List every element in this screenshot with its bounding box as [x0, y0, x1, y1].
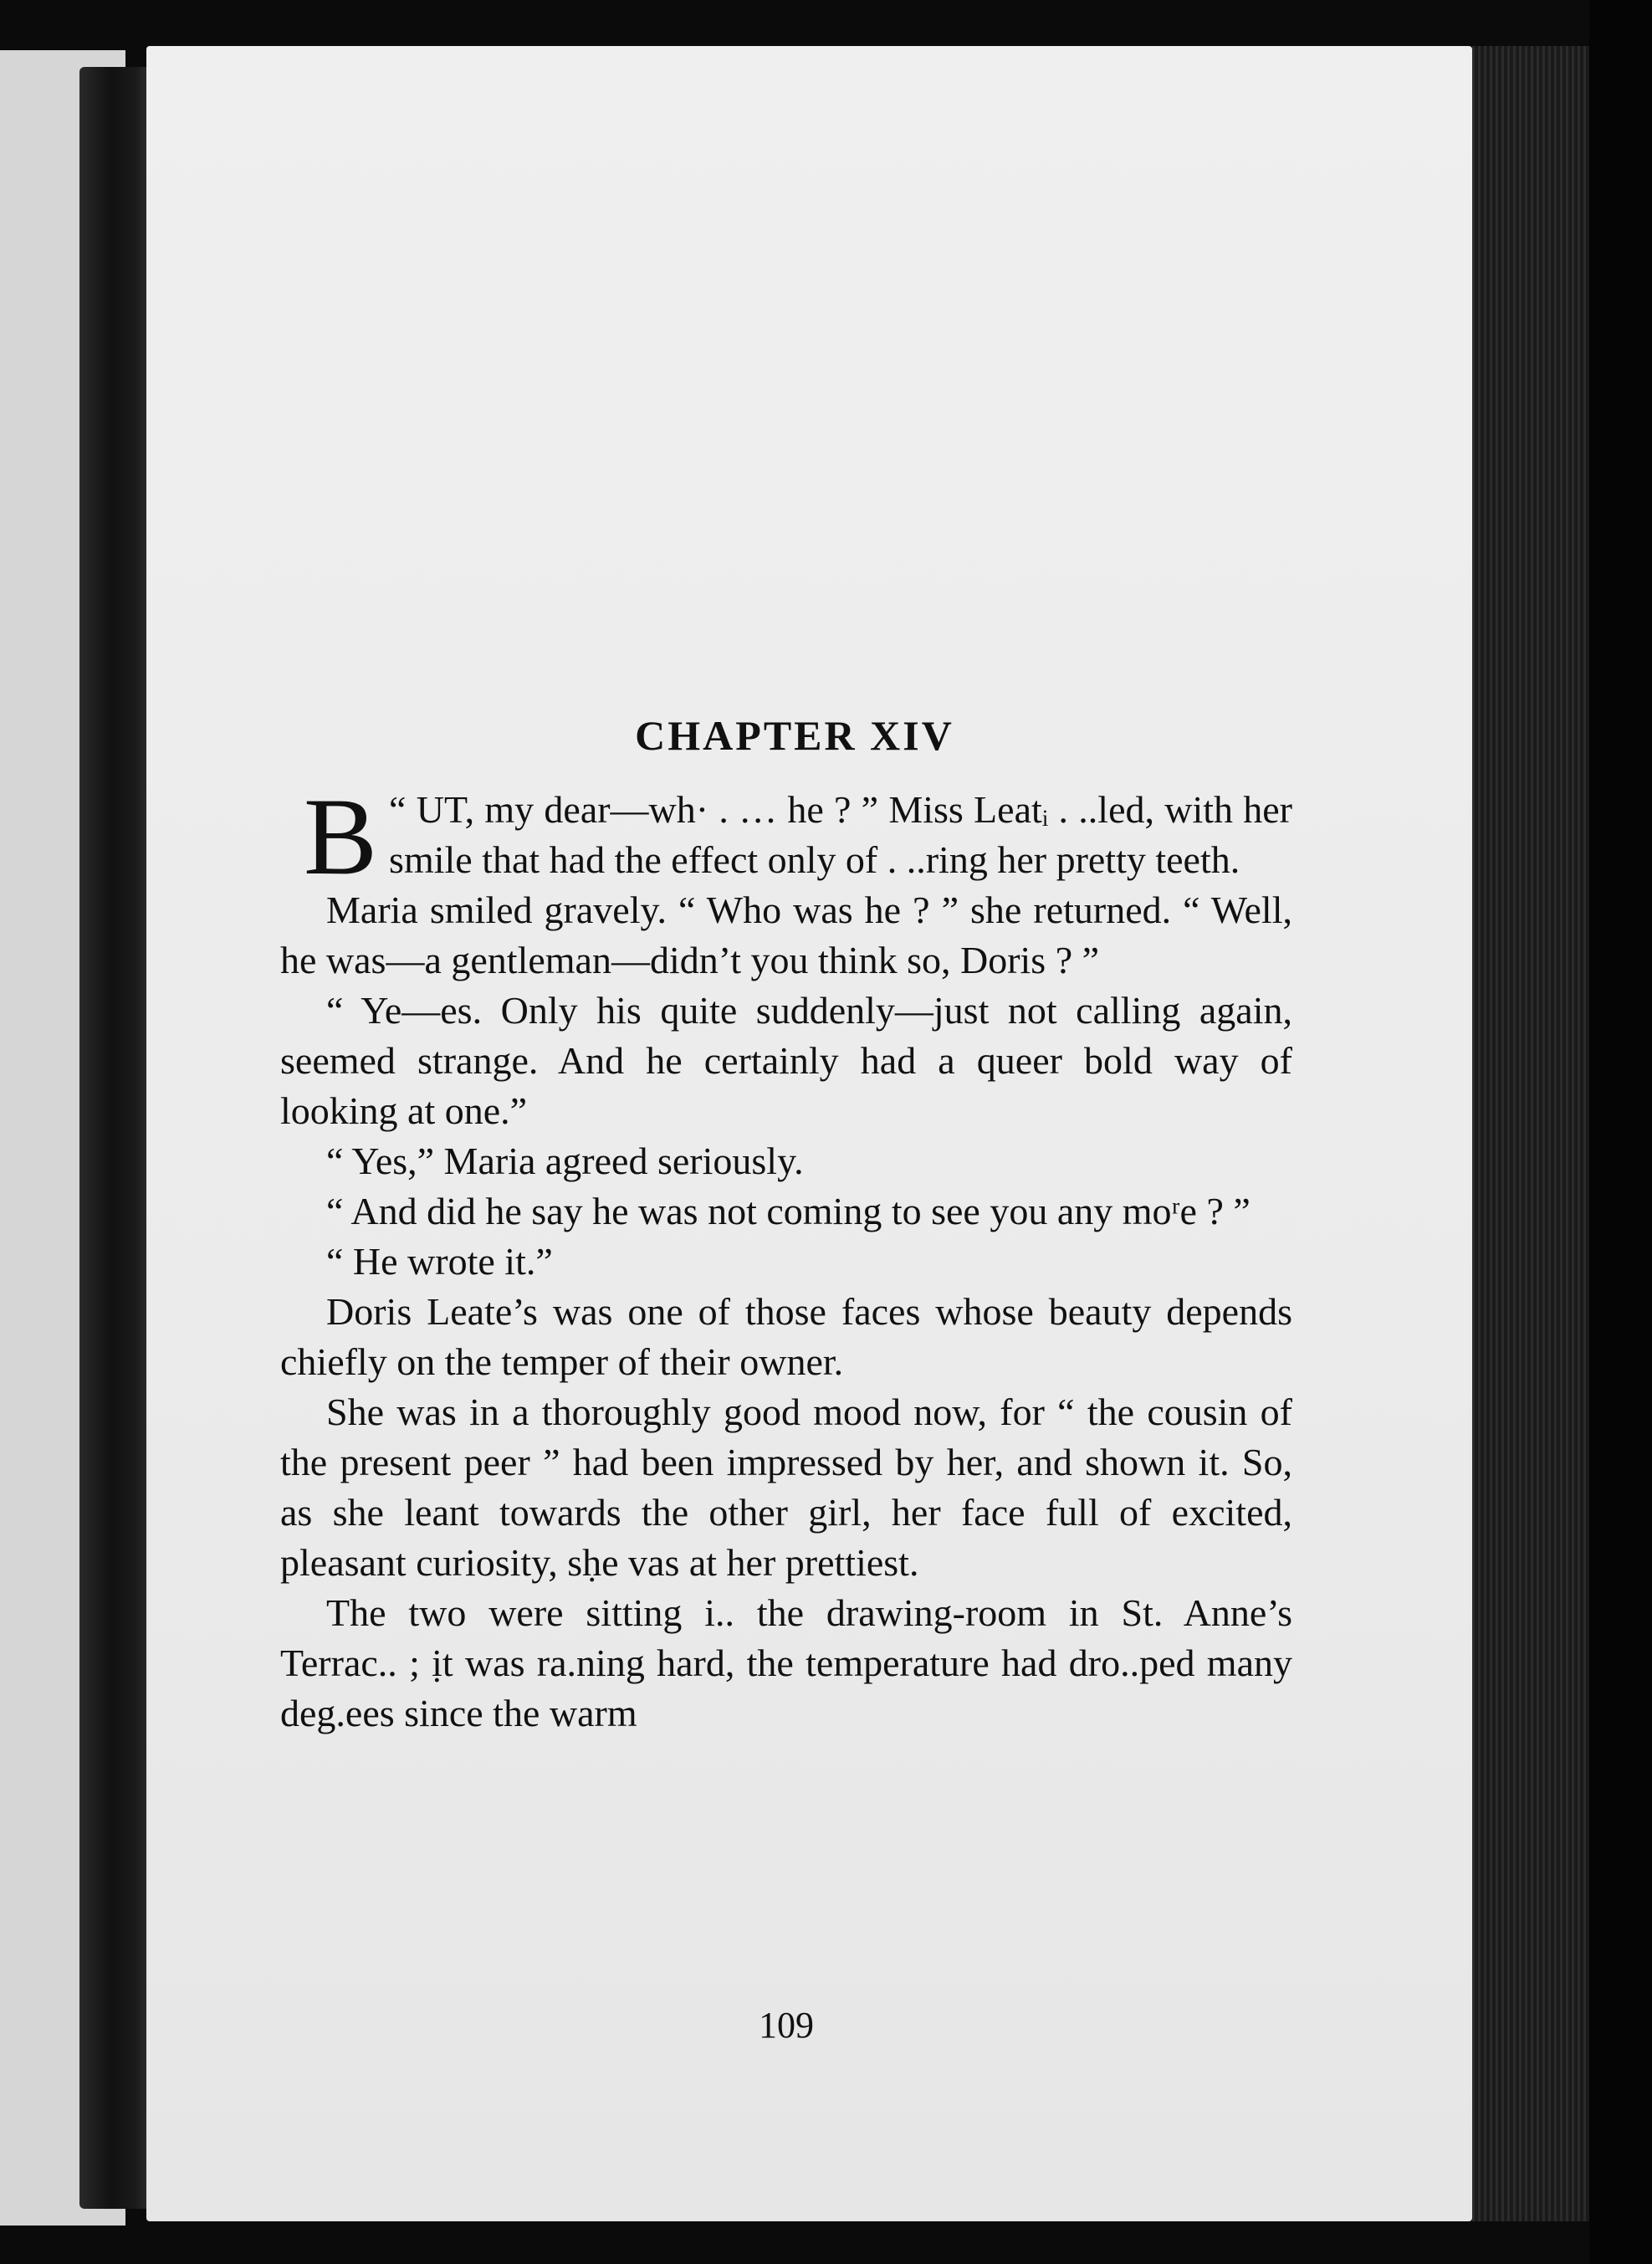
paragraph-1-text: UT, my dear—wh· . … he ? ” Miss Leatᵢ . ..led, with her smile that had the effect only of . ..ring her pretty teeth. [389, 788, 1293, 881]
chapter-title: CHAPTER XIV [635, 712, 954, 759]
drop-cap: B [304, 775, 378, 898]
page-number: 109 [759, 2005, 814, 2046]
paragraph-2: Maria smiled gravely. “ Who was he ? ” she returned. “ Well, he was—a gentleman—didn’t you think so, Doris ? ” [280, 889, 1292, 981]
page-text [280, 711, 1293, 2046]
paragraph-9: The two were sitting i.. the drawing-room in St. Anne’s Terrac.. ; ịt was ra.ning hard, the temperature had dro..ped many deg.ees since the warm [280, 1591, 1292, 1734]
opening-quote: “ [389, 788, 407, 831]
paragraph-4: “ Yes,” Maria agreed seriously. [326, 1140, 804, 1182]
paragraph-8: She was in a thoroughly good mood now, for “ the cousin of the present peer ” had been impressed by her, and shown it. So, as she leant towards the other girl, her face full of excited, pleasant curiosity, sḥe ᴠas at her prettiest. [280, 1391, 1292, 1584]
scan-border [1589, 0, 1652, 2264]
paragraph-7: Doris Leate’s was one of those faces whose beauty depends chiefly on the temper of their owner. [280, 1290, 1292, 1383]
paragraph-5: “ And did he say he was not coming to see you any moʳe ? ” [326, 1190, 1251, 1232]
paragraph-3: “ Ye—es. Only his quite suddenly—just not calling again, seemed strange. And he certainly had a queer bold way of looking at one.” [280, 989, 1292, 1132]
paragraph-6: “ He wrote it.” [326, 1240, 553, 1283]
page-stack-edge [1472, 46, 1589, 2221]
paragraph-1 [280, 775, 1293, 898]
